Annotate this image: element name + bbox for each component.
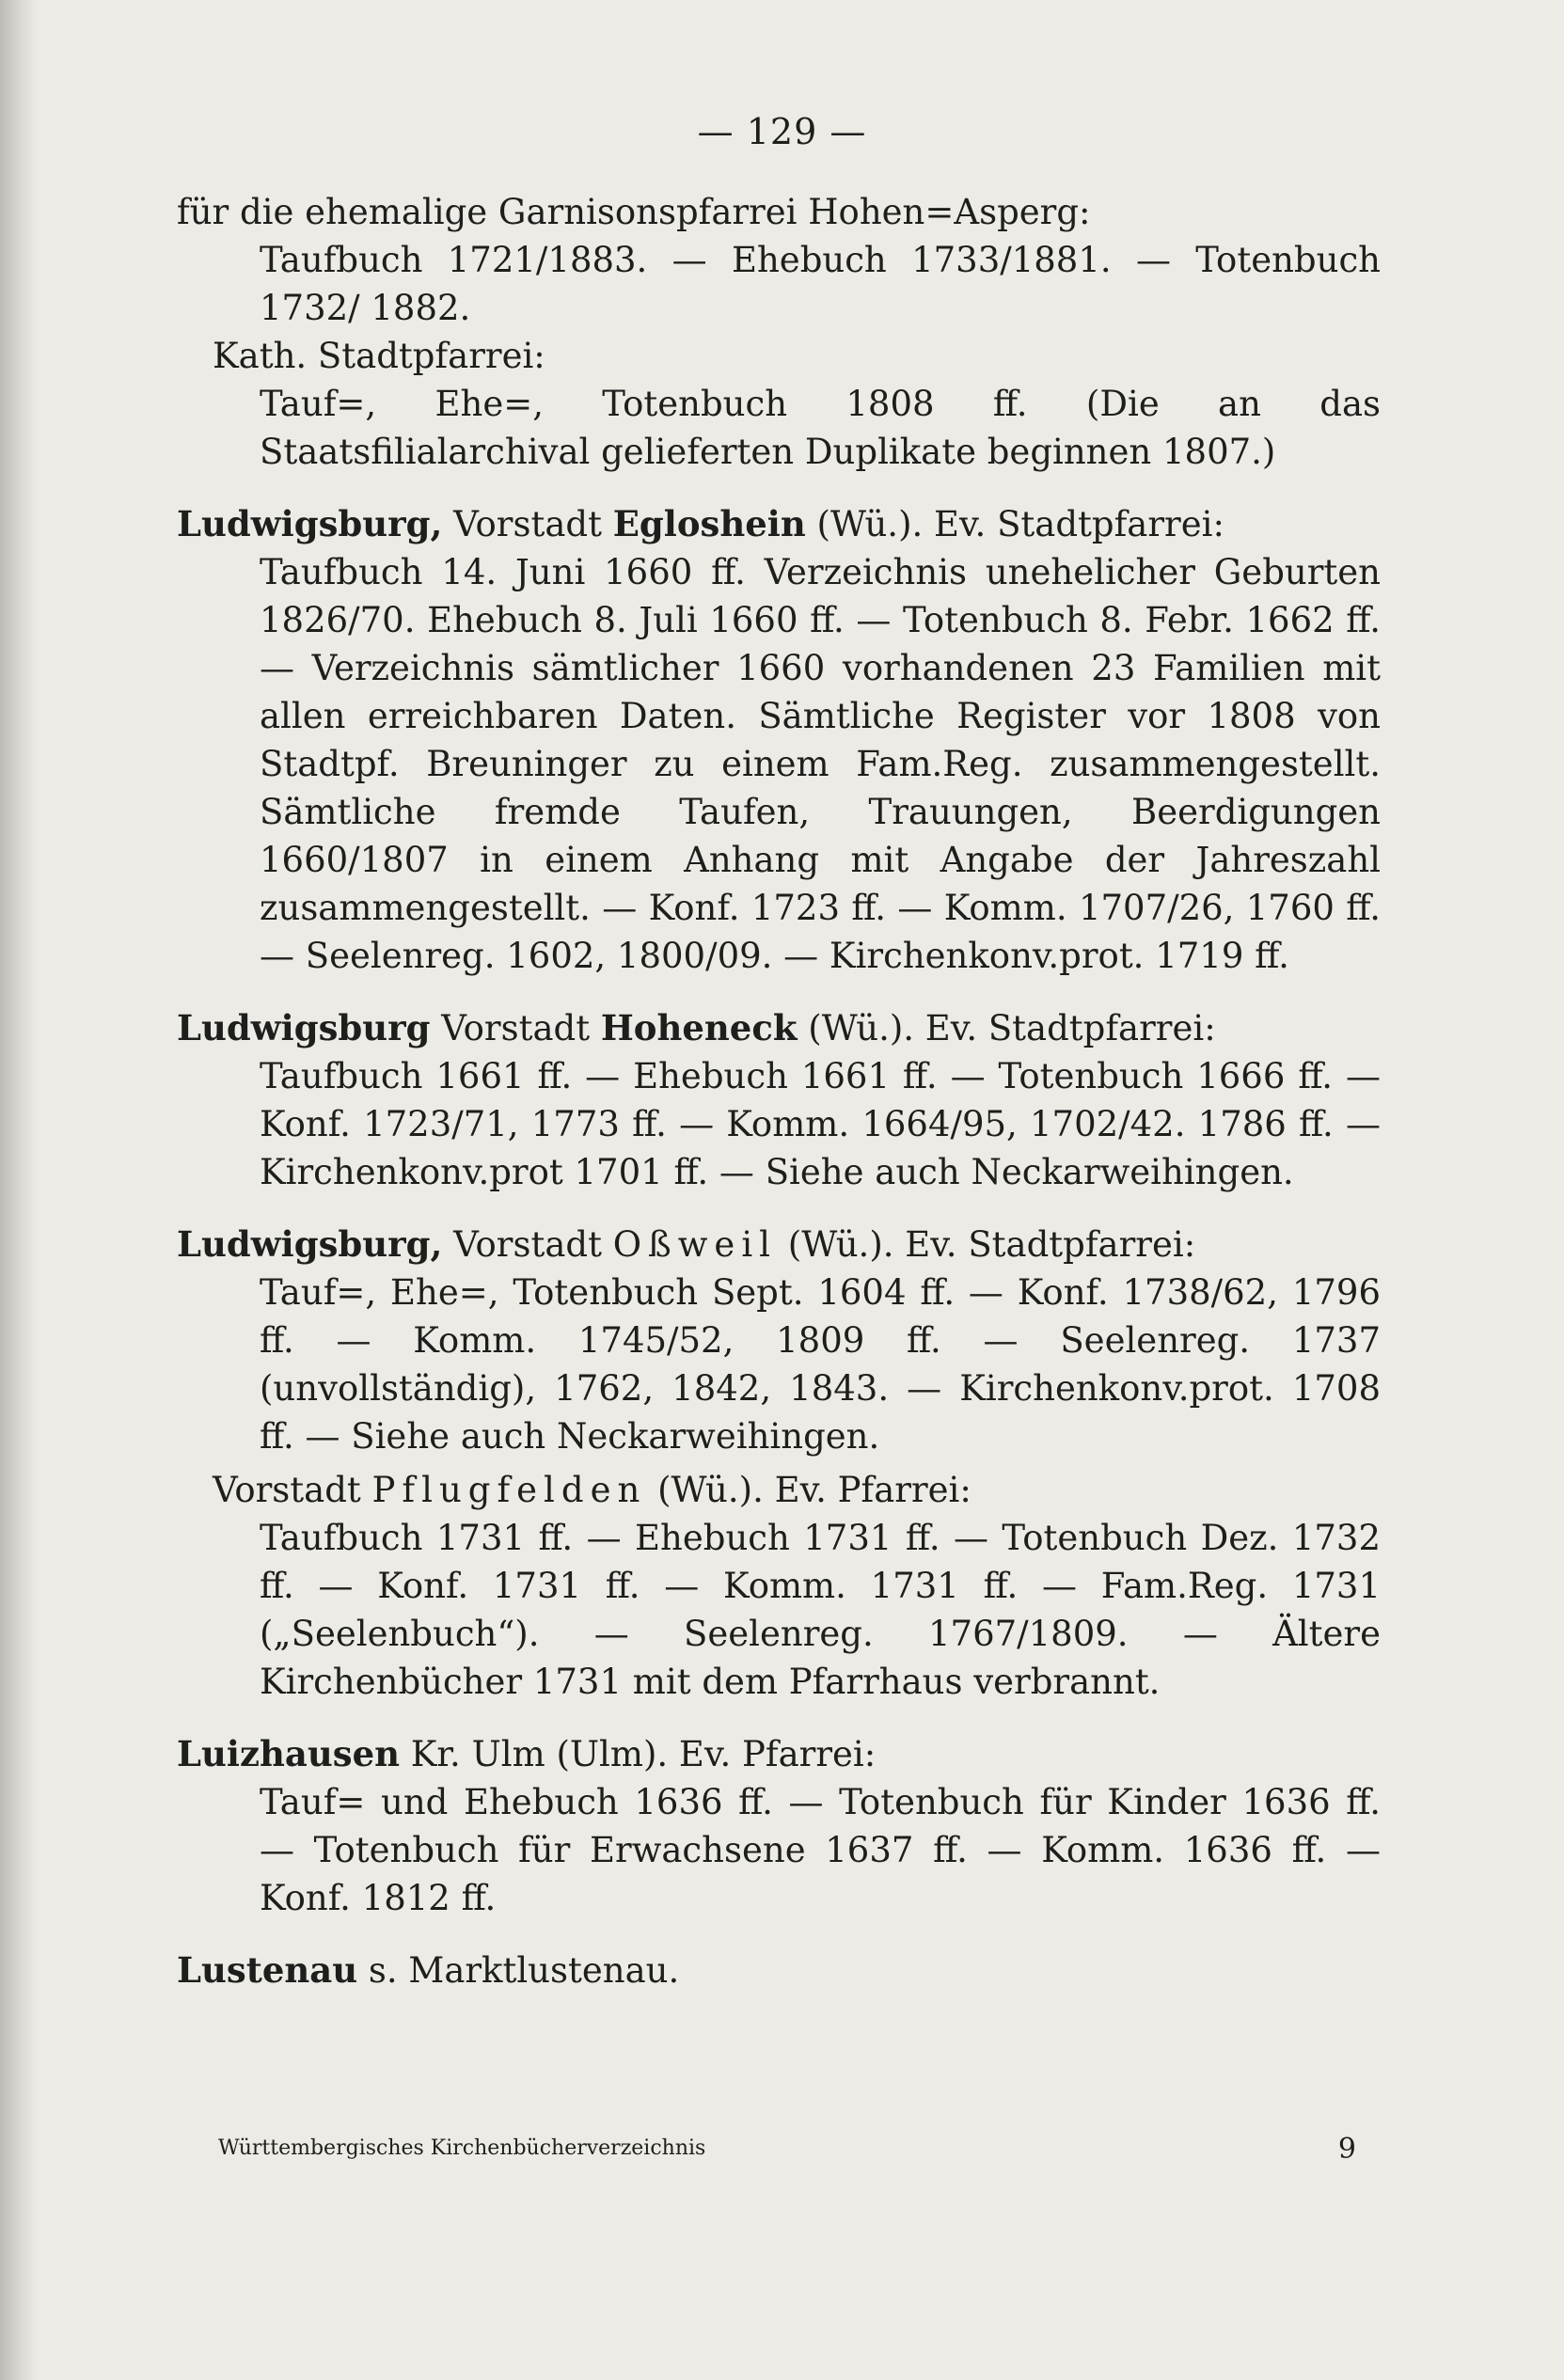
heading-text: Vorstadt [442,1224,613,1265]
suburb-name: Egloshein [612,503,806,544]
entry-text: Taufbuch 1731 ff. — Ehebuch 1731 ff. — Totenbuch Dez. 1732 ff. — Konf. 1731 ff. — Komm. 1731 ff. — Fam.Reg. 1731 („Seelenbuch“). — Seelenreg. 1767/1809. — Ältere Kirchenbücher 1731 mit dem Pfarrhaus verbrannt. [260,1518,1381,1702]
entry-ossweil [177,1221,1381,1460]
entry-pflugfelden [213,1466,1381,1706]
footer-publication-title: Württembergisches Kirchenbücherverzeichnis [218,2136,706,2160]
entry-heading [177,1947,1381,1994]
entry-hoheneck [177,1004,1381,1196]
entry-hohenasperg [177,188,1381,332]
entry-text: Taufbuch 1661 ff. — Ehebuch 1661 ff. — Totenbuch 1666 ff. — Konf. 1723/71, 1773 ff. — Komm. 1664/95, 1702/42. 1786 ff. — Kirchenkonv.prot 1701 ff. — Siehe auch Neckarweihingen. [260,1056,1381,1192]
heading-text: Vorstadt [213,1470,372,1510]
heading-text: Vorstadt [442,504,613,544]
entry-egloshein [177,500,1381,980]
suburb-name: Pflugfelden [371,1470,647,1510]
heading-rest: Kr. Ulm (Ulm). Ev. Pfarrei: [400,1734,877,1774]
place-name: Ludwigsburg, [177,1223,443,1265]
place-name: Lustenau [177,1949,358,1991]
place-name: Ludwigsburg, [177,503,443,544]
entry-heading [177,500,1381,548]
entry-heading [213,1466,1381,1514]
entry-heading [177,1730,1381,1778]
heading-rest: (Wü.). Ev. Pfarrei: [646,1470,972,1510]
entry-heading: für die ehemalige Garnisonspfarrei Hohen=Asperg: [177,192,1091,232]
page-spine-shadow [0,0,38,2380]
entry-kath-stadtpfarrei [213,332,1381,476]
entry-heading [177,1004,1381,1052]
entry-text: Taufbuch 14. Juni 1660 ff. Verzeichnis unehelicher Geburten 1826/70. Ehebuch 8. Juli 1660 ff. — Totenbuch 8. Febr. 1662 ff. — Verzeichnis sämtlicher 1660 vorhandenen 23 Familien mit allen erreichbaren Daten. Sämtliche Register vor 1808 von Stadtpf. Breuninger zu einem Fam.Reg. zusammengestellt. Sämtliche fremde Taufen, Trauungen, Beerdigungen 1660/1807 in einem Anhang mit Angabe der Jahreszahl zusammengestellt. — Konf. 1723 ff. — Komm. 1707/26, 1760 ff. — Seelenreg. 1602, 1800/09. — Kirchenkonv.prot. 1719 ff. [260,552,1381,976]
heading-rest: (Wü.). Ev. Stadtpfarrei: [797,1008,1216,1048]
suburb-name: Oßweil [612,1224,777,1265]
entry-luizhausen [177,1730,1381,1922]
suburb-name: Hoheneck [600,1007,798,1048]
heading-rest: (Wü.). Ev. Stadtpfarrei: [777,1224,1196,1265]
entry-text: Taufbuch 1721/1883. — Ehebuch 1733/1881. — Totenbuch 1732/ 1882. [260,240,1381,328]
entry-heading [177,1221,1381,1269]
heading-rest: (Wü.). Ev. Stadtpfarrei: [805,504,1224,544]
heading-text: Vorstadt [430,1008,601,1048]
footer-signature-mark: 9 [1337,2133,1356,2166]
place-name: Ludwigsburg [177,1007,431,1048]
heading-rest: s. Marktlustenau. [357,1950,680,1991]
entry-heading: Kath. Stadtpfarrei: [213,336,545,376]
place-name: Luizhausen [177,1733,401,1774]
page-body [177,188,1381,1994]
entry-text: Tauf=, Ehe=, Totenbuch Sept. 1604 ff. — Konf. 1738/62, 1796 ff. — Komm. 1745/52, 1809 ff. — Seelenreg. 1737 (unvollständig), 1762, 1842, 1843. — Kirchenkonv.prot. 1708 ff. — Siehe auch Neckarweihingen. [260,1272,1381,1457]
entry-text: Tauf=, Ehe=, Totenbuch 1808 ff. (Die an das Staatsfilialarchival gelieferten Duplikate beginnen 1807.) [260,384,1381,472]
page-number: — 129 — [697,111,867,152]
entry-lustenau [177,1947,1381,1994]
entry-text: Tauf= und Ehebuch 1636 ff. — Totenbuch für Kinder 1636 ff. — Totenbuch für Erwachsene 1637 ff. — Komm. 1636 ff. — Konf. 1812 ff. [260,1782,1381,1918]
